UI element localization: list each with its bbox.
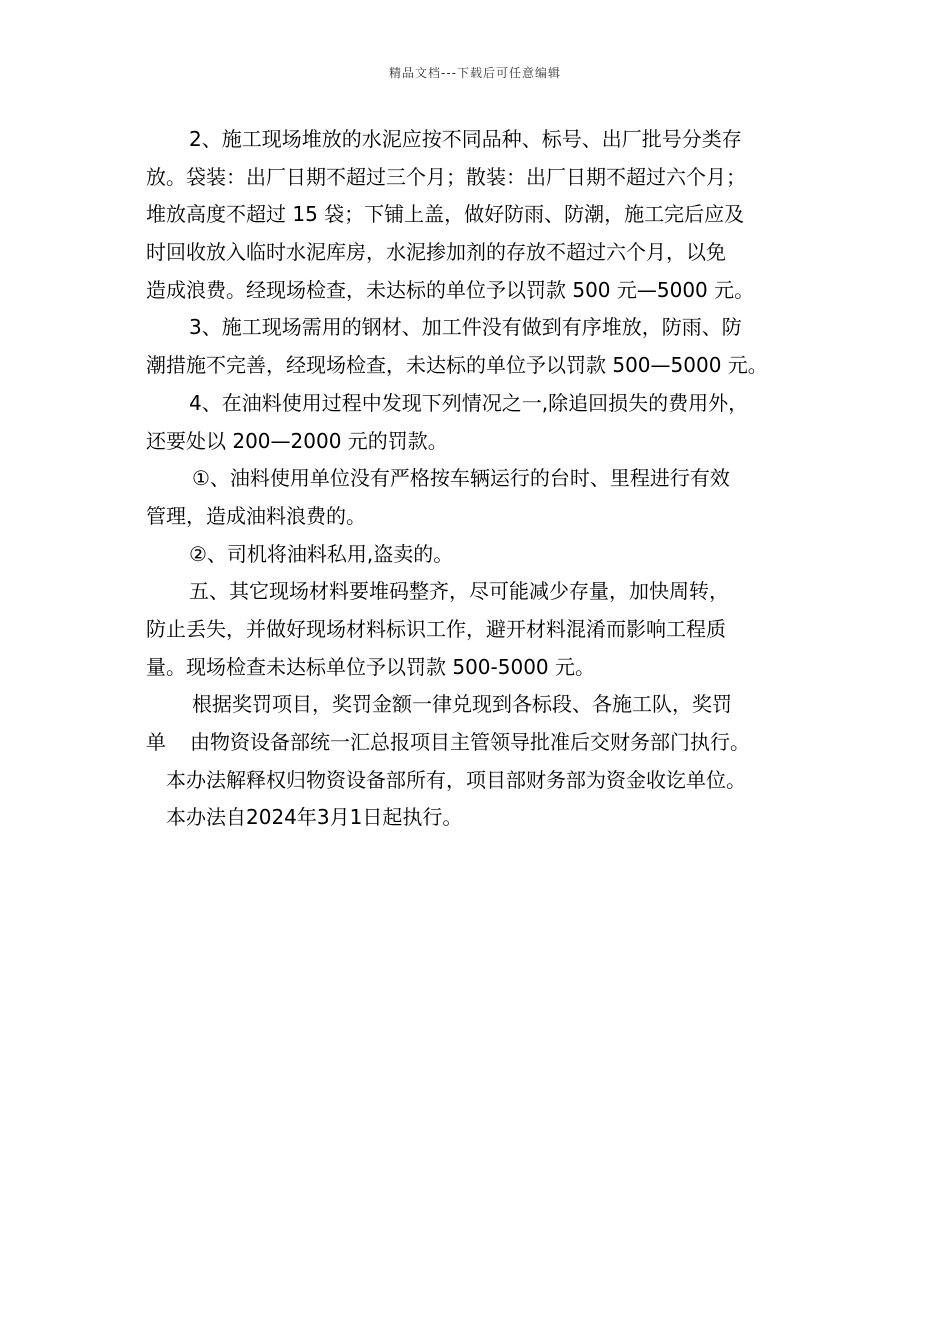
page-header: 精品文档---下载后可任意编辑 <box>389 66 561 80</box>
document-body <box>146 121 836 837</box>
paragraph-line: 放。袋装：出厂日期不超过三个月；散装：出厂日期不超过六个月； <box>146 164 746 189</box>
paragraph-line: 本办法解释权归物资设备部所有，项目部财务部为资金收讫单位。 <box>166 767 746 792</box>
paragraph-line: 造成浪费。经现场检查，未达标的单位予以罚款 500 元—5000 元。 <box>146 277 755 302</box>
paragraph-line: 管理，造成油料浪费的。 <box>146 503 366 528</box>
paragraph-line: 五、其它现场材料要堆码整齐，尽可能减少存量，加快周转， <box>189 579 729 604</box>
paragraph-line: 防止丢失，并做好现场材料标识工作，避开材料混淆而影响工程质 <box>146 616 726 641</box>
paragraph-line: 还要处以 200—2000 元的罚款。 <box>146 428 448 453</box>
line-prefix: 单 <box>146 730 166 754</box>
paragraph-line: 量。现场检查未达标单位予以罚款 500-5000 元。 <box>146 654 596 679</box>
paragraph-line: 4、在油料使用过程中发现下列情况之一,除追回损失的费用外， <box>189 390 749 415</box>
paragraph-line: ①、油料使用单位没有严格按车辆运行的台时、里程进行有效 <box>192 466 730 491</box>
line-suffix: 由物资设备部统一汇总报项目主管领导批准后交财务部门执行。 <box>190 730 750 754</box>
paragraph-line: ②、司机将油料私用,盗卖的。 <box>189 541 454 566</box>
paragraph-line: 潮措施不完善，经现场检查，未达标的单位予以罚款 500—5000 元。 <box>146 353 768 378</box>
paragraph-line: 根据奖罚项目，奖罚金额一律兑现到各标段、各施工队，奖罚 <box>192 692 732 717</box>
paragraph-line: 2、施工现场堆放的水泥应按不同品种、标号、出厂批号分类存 <box>189 127 742 151</box>
paragraph-line: 本办法自2024年3月1日起执行。 <box>166 805 463 830</box>
paragraph-line: 时回收放入临时水泥库房，水泥掺加剂的存放不超过六个月，以免 <box>146 240 726 265</box>
paragraph-line: 3、施工现场需用的钢材、加工件没有做到有序堆放，防雨、防 <box>189 315 742 340</box>
paragraph-line: 堆放高度不超过 15 袋；下铺上盖，做好防雨、防潮，施工完后应及 <box>146 202 745 227</box>
paragraph-line-split <box>146 724 836 762</box>
